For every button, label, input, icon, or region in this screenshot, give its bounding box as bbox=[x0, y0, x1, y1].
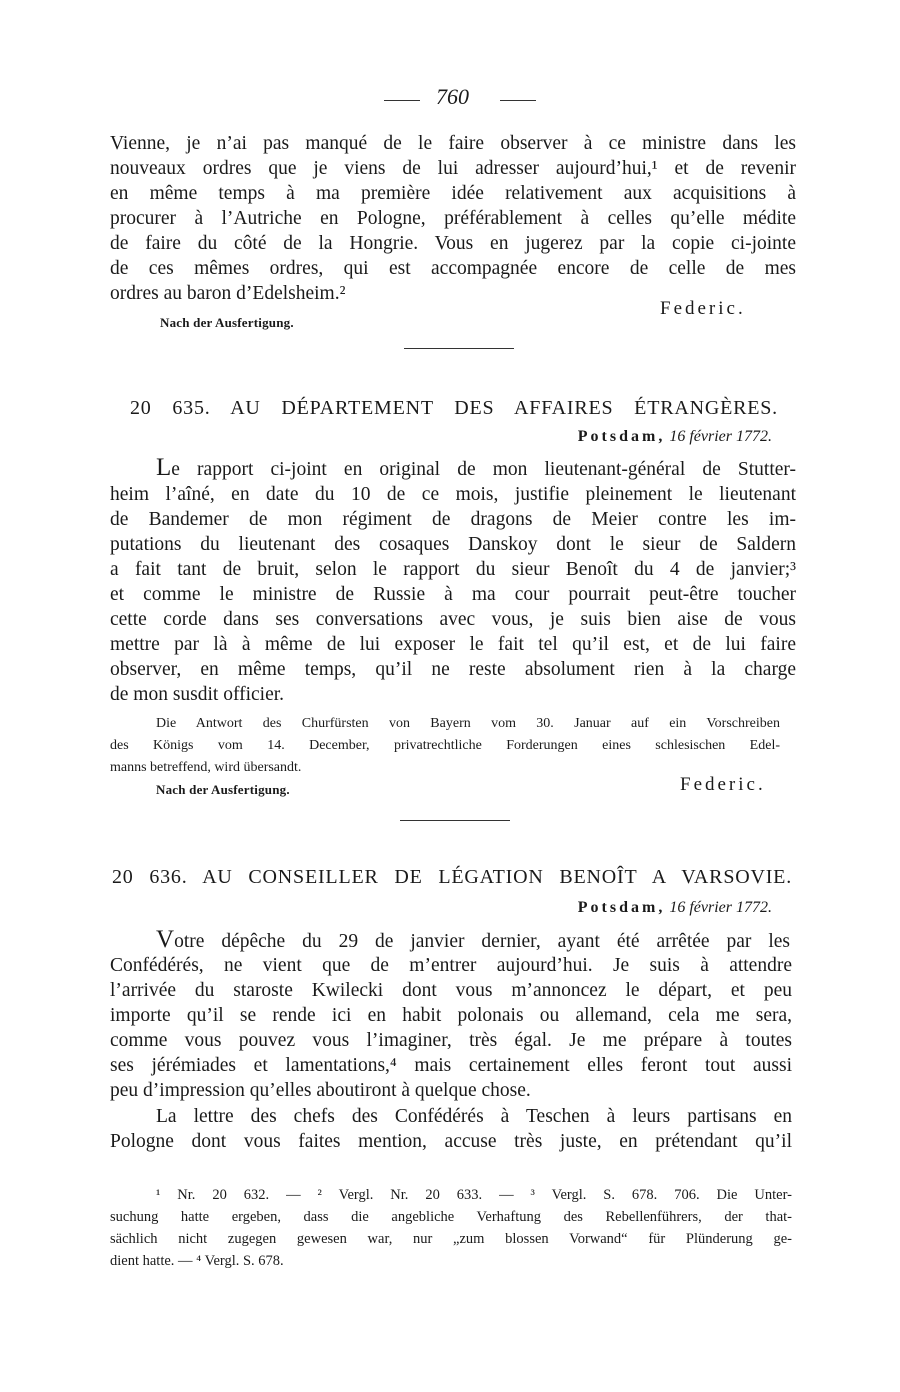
text-line: en même temps à ma première idée relativement aux acquisitions à bbox=[110, 183, 796, 204]
note-line: des Königs vom 14. December, privatrechtliche Forderungen eines schlesischen Edel- bbox=[110, 738, 780, 753]
text-line bbox=[156, 455, 796, 482]
line-text: e rapport ci-joint en original de mon lieutenant-général de Stutter- bbox=[171, 459, 796, 480]
signature: Federic. bbox=[680, 774, 766, 795]
text-line: Vienne, je n’ai pas manqué de le faire observer à ce ministre dans les bbox=[110, 133, 796, 154]
initial-letter: L bbox=[156, 454, 172, 481]
page-number: 760 bbox=[436, 84, 469, 109]
date: 16 février 1772. bbox=[669, 428, 772, 445]
place: Potsdam, bbox=[577, 428, 666, 445]
text-line: heim l’aîné, en date du 10 de ce mois, justifie pleinement le lieutenant bbox=[110, 484, 796, 505]
letter-number: 20 635. bbox=[130, 397, 211, 419]
letter-heading bbox=[130, 397, 778, 420]
dateline bbox=[550, 899, 772, 917]
header-rule-right bbox=[500, 100, 536, 101]
letter-heading bbox=[112, 866, 792, 889]
signature: Federic. bbox=[660, 298, 746, 319]
text-line: ordres au baron d’Edelsheim.² bbox=[110, 283, 346, 304]
text-line: observer, en même temps, qu’il ne reste absolument rien à la charge bbox=[110, 659, 796, 680]
letter-recipient: AU CONSEILLER DE LÉGATION BENOÎT A VARSOVIE. bbox=[202, 866, 793, 888]
footnote-line: dient hatte. — ⁴ Vergl. S. 678. bbox=[110, 1253, 284, 1269]
text-line: de mon susdit officier. bbox=[110, 684, 285, 705]
note-line: manns betreffend, wird übersandt. bbox=[110, 760, 302, 775]
line-text: otre dépêche du 29 de janvier dernier, ayant été arrêtée par les bbox=[174, 931, 790, 952]
header-rule-left bbox=[384, 100, 420, 101]
letter-recipient: AU DÉPARTEMENT DES AFFAIRES ÉTRANGÈRES. bbox=[230, 397, 778, 419]
section-divider bbox=[400, 820, 510, 821]
text-line: mettre par là à même de lui exposer le fait tel qu’il est, et de lui faire bbox=[110, 634, 796, 655]
text-line: procurer à l’Autriche en Pologne, préférablement à celles qu’elle médite bbox=[110, 208, 796, 229]
text-line: putations du lieutenant des cosaques Danskoy dont le sieur de Saldern bbox=[110, 534, 796, 555]
text-line: l’arrivée du staroste Kwilecki dont vous m’annoncez le départ, et peu bbox=[110, 980, 792, 1001]
initial-letter: V bbox=[156, 926, 175, 953]
footnote-line: suchung hatte ergeben, dass die angebliche Verhaftung des Rebellenführers, der that- bbox=[110, 1209, 792, 1225]
dateline bbox=[550, 428, 772, 446]
text-line: cette corde dans ses conversations avec vous, je suis bien aise de vous bbox=[110, 609, 796, 630]
letter-number: 20 636. bbox=[112, 866, 188, 888]
footnote-line: ¹ Nr. 20 632. — ² Vergl. Nr. 20 633. — ³ Vergl. S. 678. 706. Die Unter- bbox=[156, 1187, 792, 1203]
section-divider bbox=[404, 348, 514, 349]
text-line: a fait tant de bruit, selon le rapport du sieur Benoît du 4 de janvier;³ bbox=[110, 559, 796, 580]
text-line: de Bandemer de mon régiment de dragons de Meier contre les im- bbox=[110, 509, 796, 530]
place: Potsdam, bbox=[577, 899, 666, 916]
text-line: peu d’impression qu’elles aboutiront à quelque chose. bbox=[110, 1080, 531, 1101]
text-line: Confédérés, ne vient que de m’entrer aujourd’hui. Je suis à attendre bbox=[110, 955, 792, 976]
text-line: importe qu’il se rende ici en habit polonais ou allemand, cela me sera, bbox=[110, 1005, 792, 1026]
note-line: Die Antwort des Churfürsten von Bayern vom 30. Januar auf ein Vorschreiben bbox=[156, 716, 780, 731]
footnote-line: sächlich nicht zugegen gewesen war, nur „zum blossen Vorwand“ für Plünderung ge- bbox=[110, 1231, 792, 1247]
text-line: de faire du côté de la Hongrie. Vous en jugerez par la copie ci-jointe bbox=[110, 233, 796, 254]
text-line: La lettre des chefs des Confédérés à Teschen à leurs partisans en bbox=[156, 1106, 792, 1127]
text-line: et comme le ministre de Russie à ma cour pourrait peut-être toucher bbox=[110, 584, 796, 605]
text-line: nouveaux ordres que je viens de lui adresser aujourd’hui,¹ et de revenir bbox=[110, 158, 796, 179]
text-line: comme vous pouvez vous l’imaginer, très égal. Je me prépare à toutes bbox=[110, 1030, 792, 1051]
date: 16 février 1772. bbox=[669, 899, 772, 916]
text-line: ses jérémiades et lamentations,⁴ mais certainement elles feront tout aussi bbox=[110, 1055, 792, 1076]
text-line: Pologne dont vous faites mention, accuse très juste, en prétendant qu’il bbox=[110, 1131, 792, 1152]
text-line bbox=[156, 927, 790, 954]
source-note: Nach der Ausfertigung. bbox=[156, 782, 290, 797]
text-line: de ces mêmes ordres, qui est accompagnée encore de celle de mes bbox=[110, 258, 796, 279]
source-note: Nach der Ausfertigung. bbox=[160, 315, 294, 330]
